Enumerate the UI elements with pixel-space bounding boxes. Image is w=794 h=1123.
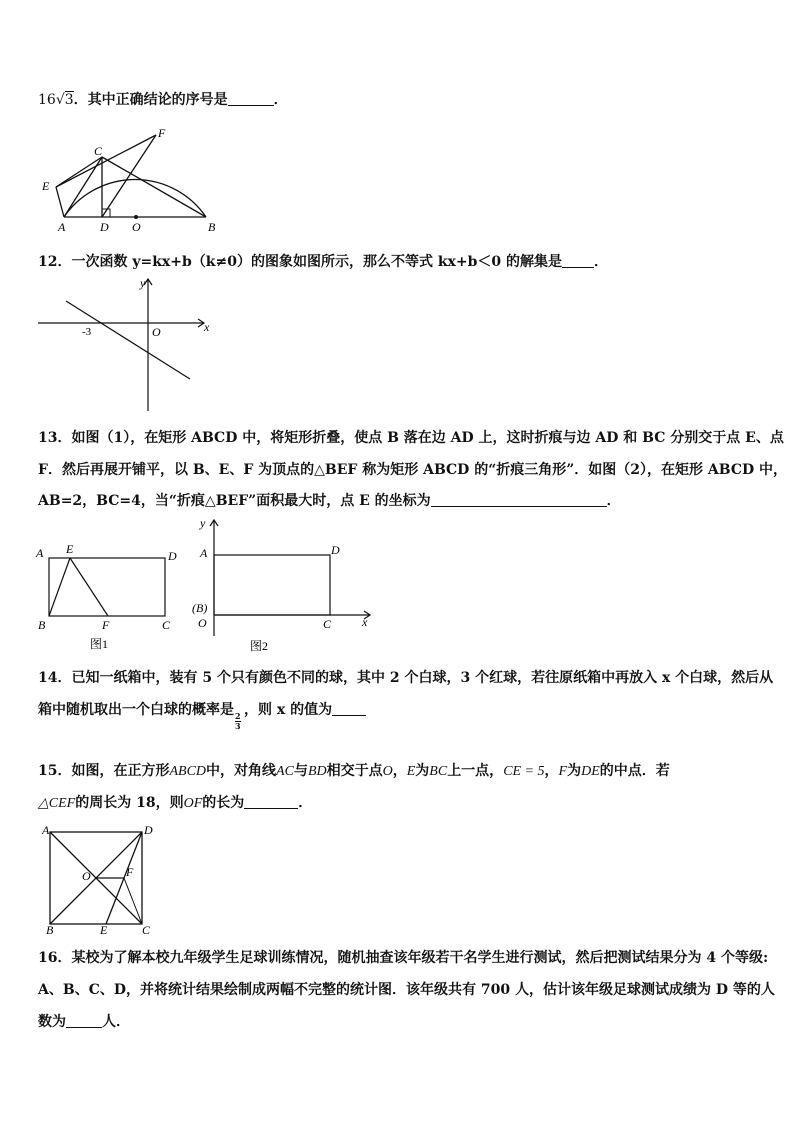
q11-tail-line [38, 89, 288, 109]
q15-math-triangle-cef: △CEF [38, 796, 76, 811]
label-origin: O [152, 325, 161, 339]
q15-math-ac: AC [276, 764, 294, 779]
label-d: D [331, 543, 340, 557]
line-ef [70, 558, 108, 616]
label-c: C [162, 618, 171, 632]
center-point-o [134, 215, 138, 219]
label-e: E [66, 542, 74, 556]
q15-math-ce5: CE = 5 [503, 764, 545, 779]
q14-answer-blank[interactable] [332, 701, 366, 716]
label-a: A [58, 220, 66, 234]
label-y: y [140, 276, 146, 290]
line-fd [102, 135, 156, 217]
q15-text-2: 中，对角线 [206, 763, 277, 779]
label-o: O [132, 220, 141, 234]
q14-line2-text-a: 箱中随机取出一个白球的概率是 [38, 702, 234, 718]
q11-figure [36, 125, 236, 235]
rect-abcd [214, 555, 330, 615]
q11-text: ．其中正确结论的序号是 [73, 92, 228, 108]
line-be [49, 558, 70, 616]
line-ea [56, 187, 64, 217]
q15-math-de: DE [581, 764, 600, 779]
fraction-numerator: 2 [235, 711, 241, 721]
label-y: y [200, 516, 206, 530]
q11-radicand: 3 [64, 92, 74, 108]
q13-figure1 [34, 540, 184, 652]
label-b: B [46, 923, 54, 934]
label-d: D [100, 220, 109, 234]
label-d: D [144, 823, 153, 837]
q13-line3-text: AB=2，BC=4，当“折痕△BEF”面积最大时，点 E 的坐标为 [38, 493, 431, 509]
q15-text-12: 的长为 [202, 795, 245, 811]
q15-line2 [38, 792, 312, 812]
q15-math-abcd: ABCD [169, 764, 207, 779]
q13-line2: F．然后再展开铺平，以 B、E、F 为顶点的△BEF 称为矩形 ABCD 的“折痕三角形”．如图（2），在矩形 ABCD 中， [38, 462, 788, 478]
q14-line2 [38, 699, 366, 731]
q16-line2: A、B、C、D，并将统计结果绘制成两幅不完整的统计图．该年级共有 700 人，估计该年级足球测试成绩为 D 等的人 [38, 982, 775, 998]
q15-math-of: OF [183, 796, 203, 811]
q15-text-5: ， [392, 763, 407, 779]
q13-figure2 [190, 512, 375, 652]
q15-line1 [38, 760, 670, 780]
q11-end: ． [273, 92, 288, 108]
q15-text-7: 上一点， [447, 763, 504, 779]
q15-text-3: 与 [293, 763, 308, 779]
label-x: x [204, 320, 210, 334]
q15-math-f: F [558, 764, 568, 779]
line-cb [102, 157, 206, 217]
label-d: D [168, 549, 177, 563]
q12-end: ． [594, 254, 609, 270]
line-fc [124, 878, 142, 924]
q15-math-bd: BD [307, 764, 327, 779]
q13-answer-blank[interactable] [431, 492, 607, 507]
q12-text: 12．一次函数 y=kx+b（k≠0）的图象如图所示，那么不等式 kx+b＜0 的解集是 [38, 254, 563, 270]
q15-text-6: 为 [415, 763, 430, 779]
q15-end: ． [298, 795, 313, 811]
q13-end: ． [606, 493, 621, 509]
q16-line1: 16．某校为了解本校九年级学生足球训练情况，随机抽查该年级若干名学生进行测试，然后把测试结果分为 4 个等级: [38, 950, 769, 966]
label-f: F [126, 865, 134, 879]
q15-text-4: 相交于点 [326, 763, 383, 779]
q15-math-bc: BC [429, 764, 448, 779]
q14-line2-text-b: ，则 x 的值为 [244, 702, 333, 718]
q11-answer-blank[interactable] [228, 91, 274, 106]
q15-figure [36, 822, 166, 934]
label-b: B [38, 618, 46, 632]
q15-text-9: 为 [567, 763, 582, 779]
q15-text-8: ， [544, 763, 559, 779]
label-x: x [362, 615, 368, 629]
q12-line [38, 251, 608, 271]
label-c: C [323, 617, 332, 631]
label-b: B [208, 220, 216, 234]
label-e: E [42, 179, 50, 193]
q15-answer-blank[interactable] [244, 794, 298, 809]
label-o: O [198, 616, 207, 630]
label-a: A [200, 546, 208, 560]
label-o: O [82, 869, 91, 883]
q15-text-11: 的周长为 18，则 [75, 795, 184, 811]
q16-answer-blank[interactable] [66, 1013, 102, 1028]
q11-prefix: 16 [38, 92, 56, 108]
label-c: C [142, 923, 151, 934]
fraction-denominator: 3 [235, 721, 241, 731]
q15-math-e: E [406, 764, 416, 779]
q15-text-1: 15．如图，在正方形 [38, 763, 170, 779]
figure2-caption: 图2 [250, 639, 269, 652]
line-ec [56, 157, 102, 187]
q15-math-o: O [382, 764, 393, 779]
q12-figure [36, 275, 226, 415]
label-neg3: -3 [82, 326, 92, 338]
label-a: A [36, 546, 44, 560]
q15-text-10: 的中点．若 [599, 763, 670, 779]
q16-line3 [38, 1011, 130, 1031]
q14-fraction [234, 700, 244, 731]
q13-line1: 13．如图（1），在矩形 ABCD 中，将矩形折叠，使点 B 落在边 AD 上，这时折痕与边 AD 和 BC 分别交于点 E、点 [38, 430, 784, 446]
figure1-caption: 图1 [90, 637, 109, 651]
label-b-paren: (B) [192, 601, 208, 615]
q14-line1: 14．已知一纸箱中，装有 5 个只有颜色不同的球，其中 2 个白球，3 个红球，若往原纸箱中再放入 x 个白球，然后从 [38, 670, 774, 686]
function-line [66, 301, 190, 379]
q12-answer-blank[interactable] [562, 253, 594, 268]
label-c: C [94, 144, 103, 158]
q16-line3-text-b: 人． [102, 1014, 130, 1030]
q16-line3-text-a: 数为 [38, 1014, 66, 1030]
sqrt-symbol: √ [55, 92, 65, 108]
semicircle-arc [64, 180, 206, 217]
label-f: F [158, 126, 166, 140]
q13-line3 [38, 490, 621, 510]
label-e: E [100, 923, 108, 934]
label-a: A [42, 823, 50, 837]
label-f: F [102, 618, 110, 632]
